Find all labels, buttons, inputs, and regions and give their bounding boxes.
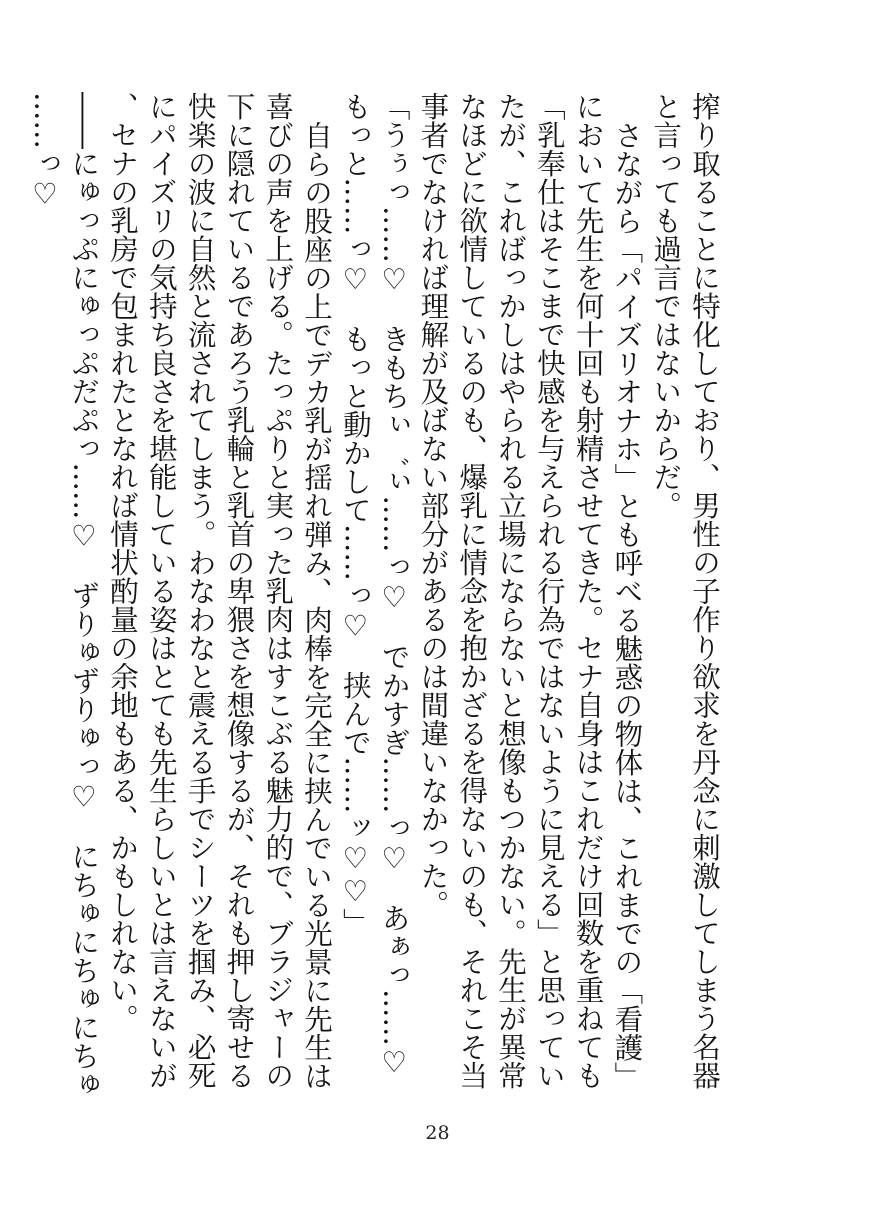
paragraph-2: さながら「パイズリオナホ」とも呼べる魅惑の物体は、これまでの「看護」において先生を何十回も射精させてきた。セナ自身はこれだけ回数を重ねても「乳奉仕はそこまで快感を与えられる行為ではないように見える」と思っていたが、こればっかしはやられる立場にならないと想像もつかない。先生が異常なほどに欲情しているのも、爆乳に情念を抱かざるを得ないのも、それこそ当事者でなければ理解が及ばない部分があるのは間違いなかった。 bbox=[416, 92, 644, 1090]
body-text bbox=[28, 92, 723, 1108]
sound-effect-line: ――にゅっぷにゅっぷだぷっ……♡ ずりゅずりゅっ♡ にちゅにちゅにちゅ……っ♡ bbox=[28, 92, 101, 1099]
paragraph-3: 自らの股座の上でデカ乳が揺れ弾み、肉棒を完全に挟んでいる光景に先生は喜びの声を上げる。たっぷりと実った乳肉はすこぶる魅力的で、ブラジャーの下に隠れているであろう乳輪と乳首の卑猥さを想像するが、それも押し寄せる快楽の波に自然と流されてしまう。わなわなと震える手でシーツを掴み、必死にパイズリの気持ち良さを堪能している姿はとても先生らしいとは言えないが、セナの乳房で包まれたとなれば情状酌量の余地もある、かもしれない。 bbox=[106, 92, 334, 1090]
paragraph-1: 搾り取ることに特化しており、男性の子作り欲求を丹念に刺激してしまう名器と言っても過言ではないからだ。 bbox=[649, 92, 721, 1090]
page-number: 28 bbox=[425, 1122, 450, 1144]
dialogue-line: 「うぅっ……♡ きもちぃ゛ぃ……っ♡ でかすぎ……っ♡ あぁっ……♡ もっと……っ♡ もっと動かして……っ♡ 挟んで……ッ♡♡」 bbox=[338, 92, 411, 1108]
